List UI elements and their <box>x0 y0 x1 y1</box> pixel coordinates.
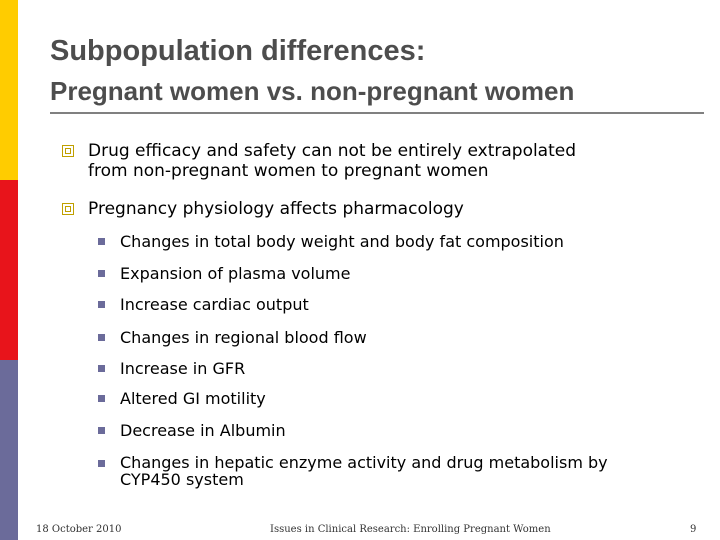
footer-title: Issues in Clinical Research: Enrolling Pregnant Women <box>270 524 551 535</box>
sub-bullet-square-icon <box>98 460 105 467</box>
sub-bullet-square-icon <box>98 334 105 341</box>
sub-bullet-item <box>120 359 680 378</box>
bullet-line: Pregnancy physiology affects pharmacology <box>88 199 464 219</box>
sub-bullet-square-icon <box>98 395 105 402</box>
sub-bullet-line: Expansion of plasma volume <box>120 264 351 283</box>
title-divider <box>50 112 704 114</box>
sub-bullet-square-icon <box>98 427 105 434</box>
sub-bullet-square-icon <box>98 270 105 277</box>
bullet-item <box>88 141 688 181</box>
slide-title: Subpopulation differences: <box>50 35 426 67</box>
sub-bullet-line: Changes in total body weight and body fat composition <box>120 232 564 251</box>
footer-date: 18 October 2010 <box>36 524 122 535</box>
bullet-line: from non-pregnant women to pregnant women <box>88 161 489 181</box>
bullet-square-icon <box>62 145 74 157</box>
sidebar-band-red <box>0 180 18 360</box>
sub-bullet-item <box>120 454 680 488</box>
sub-bullet-item <box>120 232 680 251</box>
sub-bullet-item <box>120 264 680 283</box>
sub-bullet-line: Increase in GFR <box>120 359 246 378</box>
sub-bullet-line: CYP450 system <box>120 470 244 489</box>
sub-bullet-item <box>120 328 680 347</box>
bullet-line: Drug efficacy and safety can not be entirely extrapolated <box>88 141 577 161</box>
sub-bullet-item <box>120 389 680 408</box>
bullet-square-icon <box>62 203 74 215</box>
sub-bullet-item <box>120 295 680 314</box>
page-number: 9 <box>690 524 697 535</box>
sidebar-band-blue <box>0 360 18 540</box>
bullet-item <box>88 199 688 219</box>
sub-bullet-line: Changes in regional blood flow <box>120 328 367 347</box>
sub-bullet-item <box>120 421 680 440</box>
sub-bullet-square-icon <box>98 301 105 308</box>
sub-bullet-square-icon <box>98 238 105 245</box>
sidebar-band-yellow <box>0 0 18 180</box>
sub-bullet-line: Altered GI motility <box>120 389 266 408</box>
sub-bullet-line: Decrease in Albumin <box>120 421 286 440</box>
sub-bullet-square-icon <box>98 365 105 372</box>
sub-bullet-line: Changes in hepatic enzyme activity and drug metabolism by <box>120 453 608 472</box>
slide-subtitle: Pregnant women vs. non-pregnant women <box>50 76 575 106</box>
sub-bullet-line: Increase cardiac output <box>120 295 309 314</box>
